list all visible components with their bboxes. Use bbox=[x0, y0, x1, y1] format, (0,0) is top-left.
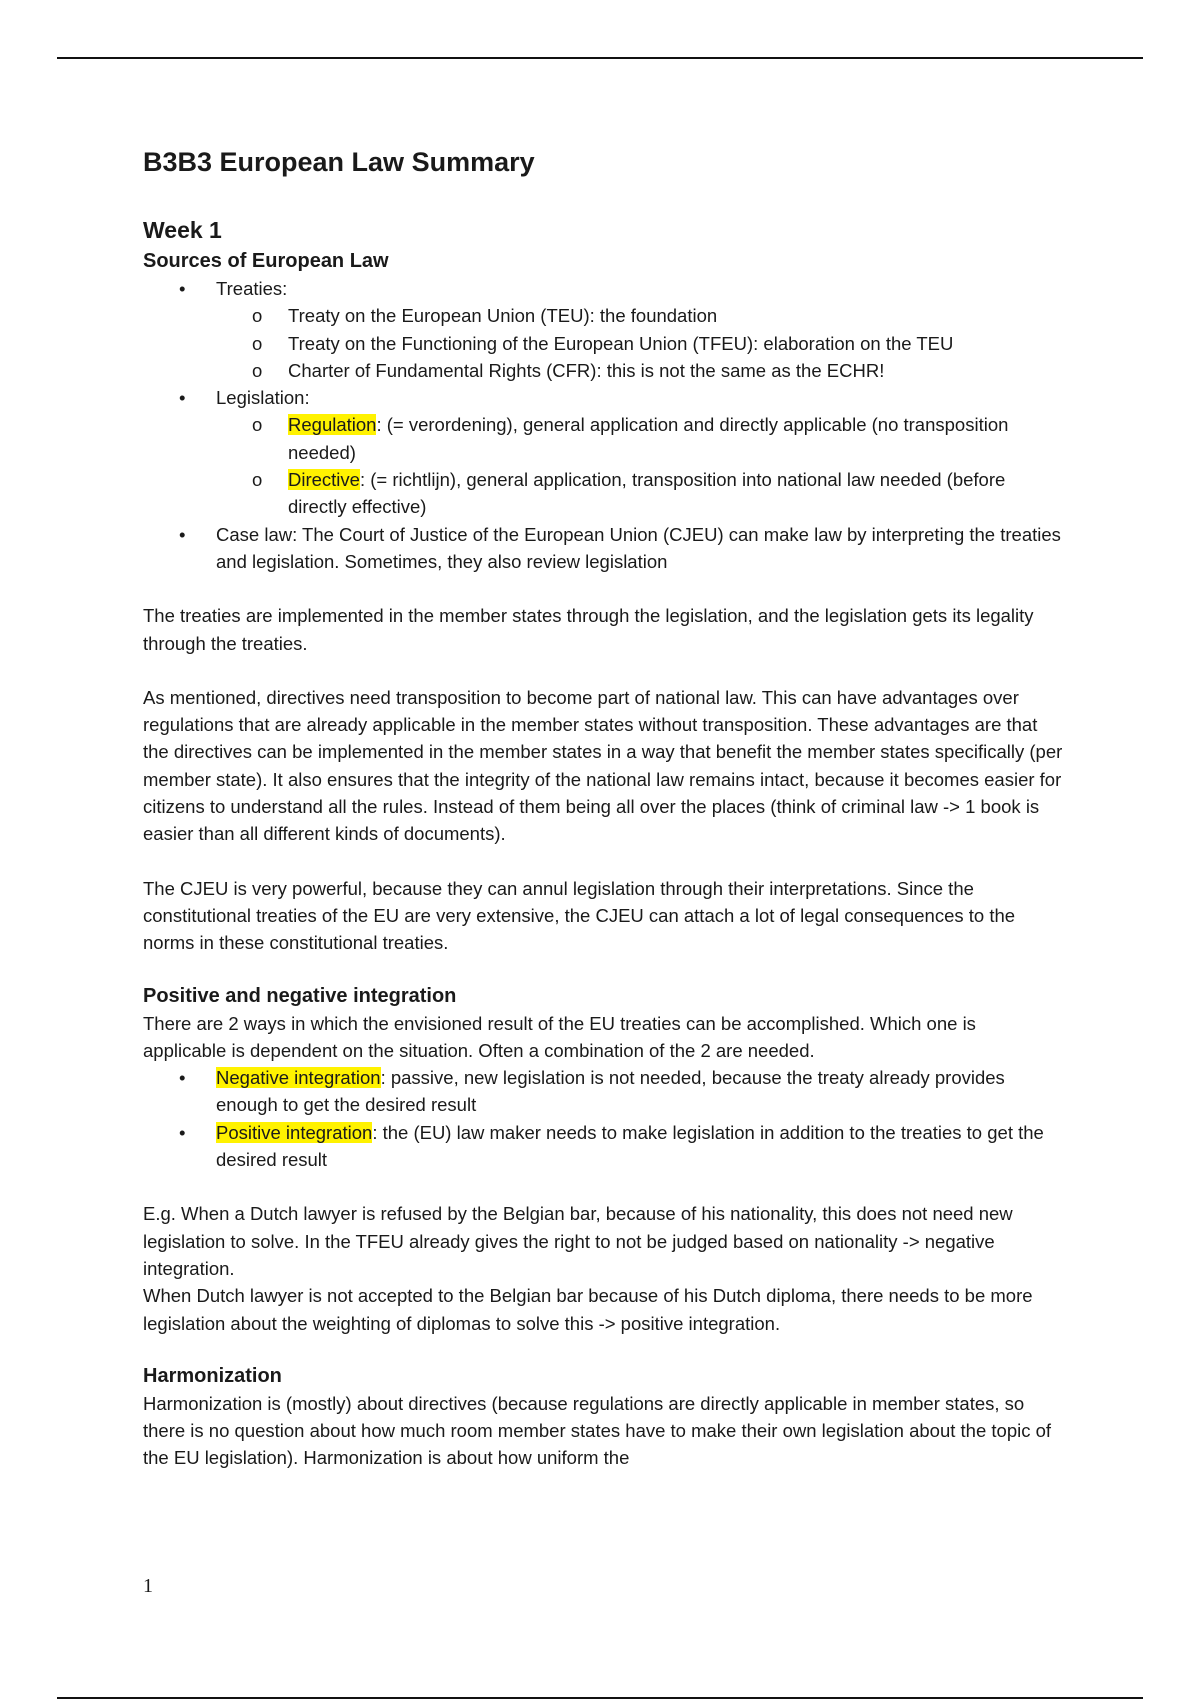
sources-heading: Sources of European Law bbox=[143, 250, 389, 272]
footer-rule bbox=[57, 1697, 1143, 1699]
paragraph: When Dutch lawyer is not accepted to the Belgian bar because of his Dutch diploma, there needs to be more legislation about the weighting of diplomas to solve this -> positive integration. bbox=[143, 1285, 1033, 1334]
highlight-positive: Positive integration bbox=[216, 1121, 373, 1143]
document-body bbox=[143, 142, 1063, 1472]
integration-list bbox=[143, 1064, 1063, 1173]
sub-bullet-icon: o bbox=[252, 359, 263, 381]
list-item-case-law: • Case law: The Court of Justice of the European Union (CJEU) can make law by interpreting the treaties and legislation. Sometimes, they also review legislation bbox=[143, 521, 1063, 576]
sublist-item: o Treaty on the European Union (TEU): the foundation bbox=[143, 302, 1063, 329]
list-item-positive: • Positive integration: the (EU) law maker needs to make legislation in addition to the treaties to get the desired result bbox=[143, 1119, 1063, 1174]
sub-bullet-icon: o bbox=[252, 305, 263, 327]
legislation-sublist bbox=[216, 411, 1063, 520]
sub-bullet-icon: o bbox=[252, 469, 263, 491]
sub-bullet-icon: o bbox=[252, 414, 263, 436]
highlight-negative: Negative integration bbox=[216, 1067, 381, 1089]
sources-list bbox=[143, 275, 1063, 575]
sublist-item: o Directive: (= richtlijn), general application, transposition into national law needed (before directly effective) bbox=[143, 466, 1063, 521]
sublist-item: o Regulation: (= verordening), general application and directly applicable (no transposition needed) bbox=[143, 411, 1063, 466]
paragraph: E.g. When a Dutch lawyer is refused by the Belgian bar, because of his nationality, this does not need new legislation to solve. In the TFEU already gives the right to not be judged based on nationality -> negative integration. bbox=[143, 1203, 1013, 1279]
paragraph: Harmonization is (mostly) about directives (because regulations are directly applicable in member states, so there is no question about how much room member states have to make their own legislation about the topic of the EU legislation). Harmonization is about how uniform the bbox=[143, 1392, 1052, 1469]
harmonization-heading: Harmonization bbox=[143, 1364, 282, 1387]
sublist-item: o Charter of Fundamental Rights (CFR): this is not the same as the ECHR! bbox=[143, 357, 1063, 384]
highlight-directive: Directive bbox=[288, 469, 360, 491]
header-rule bbox=[57, 57, 1143, 59]
paragraph: There are 2 ways in which the envisioned result of the EU treaties can be accomplished. Which one is applicable is dependent on the situation. Often a combination of the 2 are needed. bbox=[143, 1012, 976, 1061]
treaties-sublist bbox=[216, 302, 1063, 384]
integration-heading: Positive and negative integration bbox=[143, 984, 457, 1007]
paragraph: As mentioned, directives need transposition to become part of national law. This can have advantages over regulations that are already applicable in the member states without transposition. These advantages are that the directives can be implemented in the member states in a way that benefit the member states specifically (per member state). It also ensures that the integrity of the national law remains intact, because it becomes easier for citizens to understand all the rules. Instead of them being all over the places (think of criminal law -> 1 book is easier than all different kinds of documents). bbox=[143, 686, 1063, 845]
list-item-negative: • Negative integration: passive, new legislation is not needed, because the treaty already provides enough to get the desired result bbox=[143, 1064, 1063, 1119]
sub-bullet-icon: o bbox=[252, 332, 263, 354]
document-title: B3B3 European Law Summary bbox=[143, 147, 535, 177]
page-number: 1 bbox=[143, 1575, 153, 1597]
bullet-icon: • bbox=[179, 278, 186, 299]
list-item-treaties: • Treaties: o Treaty on the European Union (TEU): the foundation o Treaty on the Functioning of the European Union (TFEU): elaboration on the TEU o Charter of Fundamental Rights (CFR): this is not the same as the ECHR! bbox=[143, 275, 1063, 384]
list-item-legislation: • Legislation: o Regulation: (= verordening), general application and directly applicable (no transposition needed) o Directive: (= richtlijn), general application, transposition into national law needed (before directly effective) bbox=[143, 384, 1063, 520]
bullet-icon: • bbox=[179, 1067, 186, 1089]
bullet-icon: • bbox=[179, 523, 186, 545]
highlight-regulation: Regulation bbox=[288, 414, 377, 436]
bullet-icon: • bbox=[179, 1121, 186, 1143]
paragraph: The CJEU is very powerful, because they can annul legislation through their interpretations. Since the constitutional treaties of the EU are very extensive, the CJEU can attach a lot of legal consequences to the norms in these constitutional treaties. bbox=[143, 877, 1016, 954]
paragraph: The treaties are implemented in the member states through the legislation, and the legislation gets its legality through the treaties. bbox=[143, 605, 1034, 654]
sublist-item: o Treaty on the Functioning of the European Union (TFEU): elaboration on the TEU bbox=[143, 330, 1063, 357]
bullet-icon: • bbox=[179, 387, 186, 409]
week-heading: Week 1 bbox=[143, 217, 222, 243]
